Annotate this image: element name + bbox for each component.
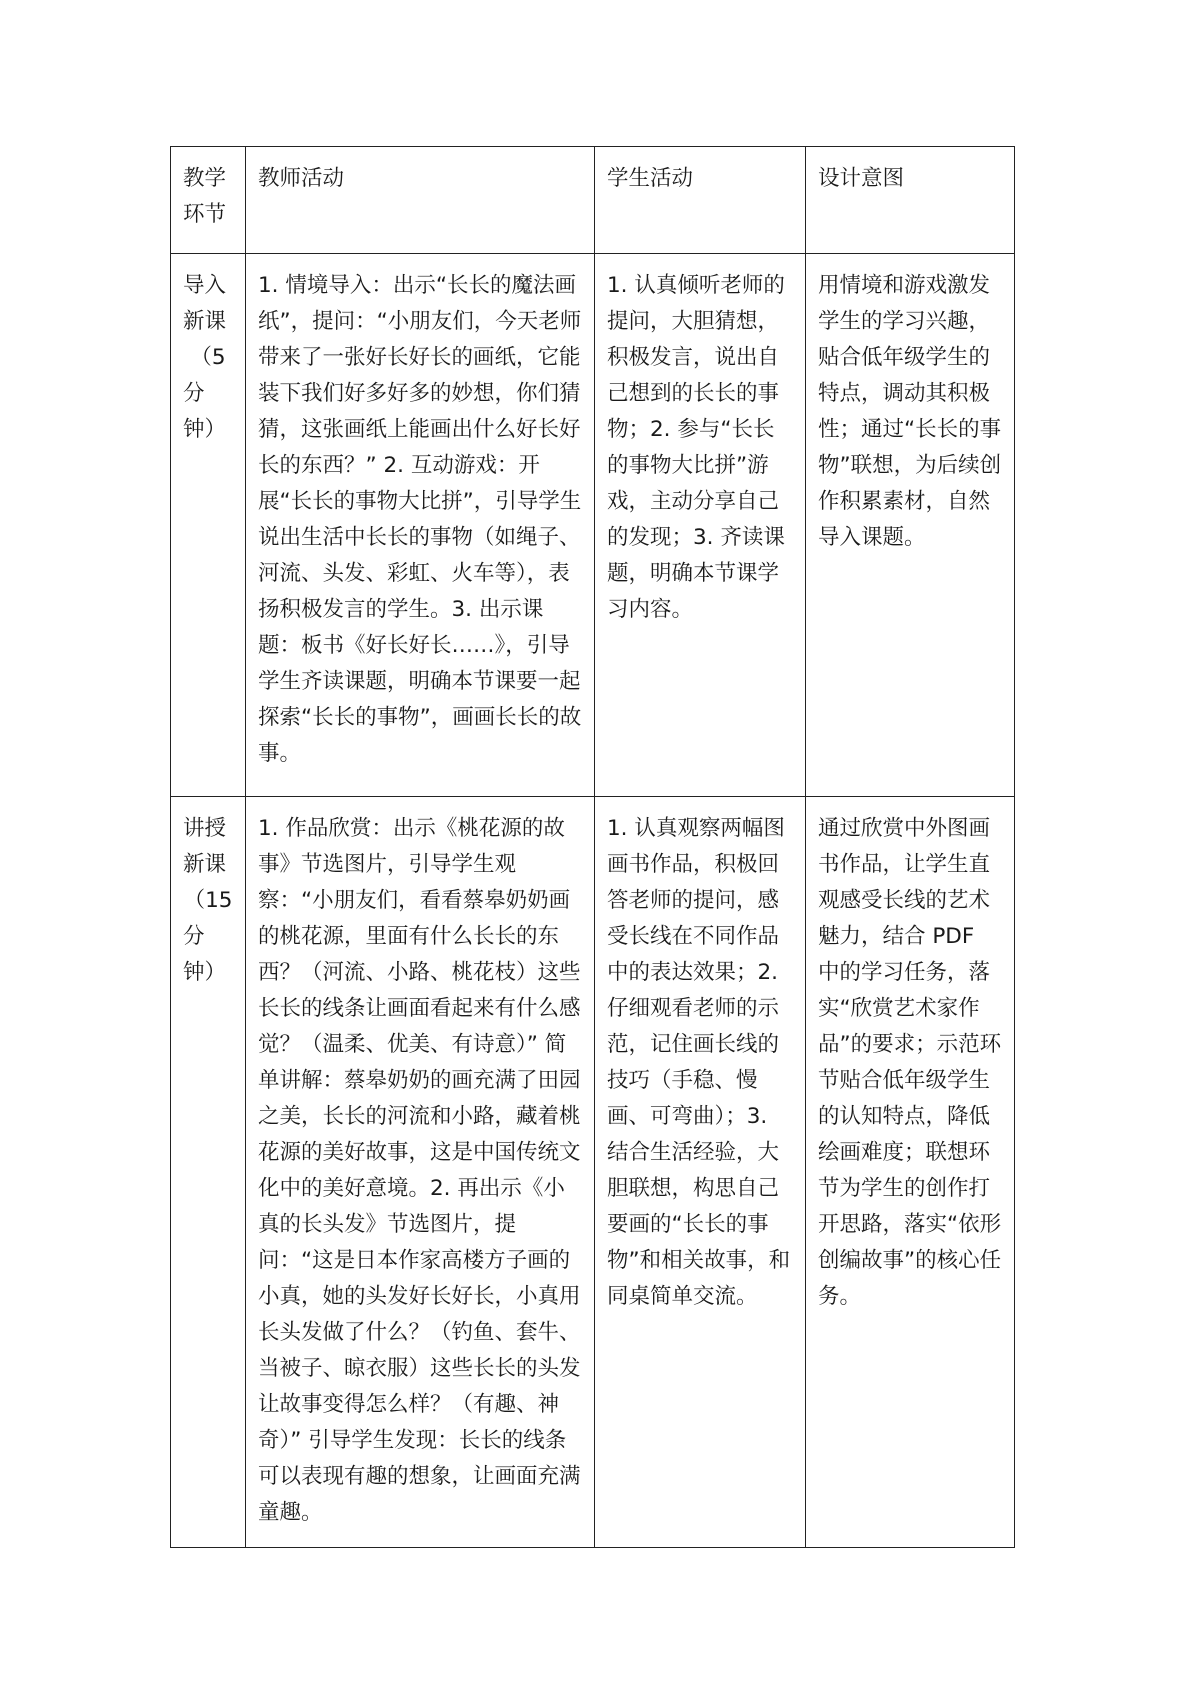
table-row xyxy=(171,254,1015,797)
stage-line: 分 xyxy=(183,381,205,406)
stage-line: 分 xyxy=(183,924,205,949)
header-stage-line: 环节 xyxy=(183,202,227,227)
teacher-activity-cell: 1. 作品欣赏：出示《桃花源的故事》节选图片，引导学生观察：“小朋友们，看看蔡皋奶奶画的桃花源，里面有什么长长的东西？（河流、小路、桃花枝）这些长长的线条让画面看起来有什么感觉？（温柔、优美、有诗意）” 简单讲解：蔡皋奶奶的画充满了田园之美，长长的河流和小路，藏着桃花源的美好故事，这是中国传统文化中的美好意境。2. 再出示《小真的长头发》节选图片，提问：“这是日本作家高楼方子画的小真，她的头发好长好长，小真用长头发做了什么？（钓鱼、套牛、当被子、晾衣服）这些长长的头发让故事变得怎么样？（有趣、神奇）” 引导学生发现：长长的线条可以表现有趣的想象，让画面充满童趣。 xyxy=(246,797,595,1548)
stage-line: 新课 xyxy=(183,309,227,334)
stage-line: （5 xyxy=(190,345,226,370)
student-activity-cell: 1. 认真倾听老师的提问，大胆猜想，积极发言，说出自己想到的长长的事物；2. 参与“长长的事物大比拼”游戏，主动分享自己的发现；3. 齐读课题，明确本节课学习内容。 xyxy=(595,254,806,797)
lesson-plan-table xyxy=(170,146,1015,1548)
table-header-row xyxy=(171,147,1015,254)
stage-line: 钟） xyxy=(183,417,227,442)
table-row xyxy=(171,797,1015,1548)
header-teacher-cell: 教师活动 xyxy=(246,147,595,254)
header-stage-line: 教学 xyxy=(183,166,227,191)
teacher-activity-cell: 1. 情境导入：出示“长长的魔法画纸”，提问：“小朋友们，今天老师带来了一张好长好长的画纸，它能装下我们好多好多的妙想，你们猜猜，这张画纸上能画出什么好长好长的东西？” 2. 互动游戏：开展“长长的事物大比拼”，引导学生说出生活中长长的事物（如绳子、河流、头发、彩虹、火车等），表扬积极发言的学生。3. 出示课题：板书《好长好长……》，引导学生齐读课题，明确本节课要一起探索“长长的事物”，画画长长的故事。 xyxy=(246,254,595,797)
design-intent-cell: 通过欣赏中外图画书作品，让学生直观感受长线的艺术魅力，结合 PDF 中的学习任务，落实“欣赏艺术家作品”的要求；示范环节贴合低年级学生的认知特点，降低绘画难度；联想环节为学生的创作打开思路，落实“依形创编故事”的核心任务。 xyxy=(806,797,1015,1548)
student-activity-cell: 1. 认真观察两幅图画书作品，积极回答老师的提问，感受长线在不同作品中的表达效果；2. 仔细观看老师的示范，记住画长线的技巧（手稳、慢画、可弯曲）；3. 结合生活经验，大胆联想，构思自己要画的“长长的事物”和相关故事，和同桌简单交流。 xyxy=(595,797,806,1548)
stage-line: 钟） xyxy=(183,960,227,985)
stage-cell xyxy=(171,254,246,797)
stage-line: 导入 xyxy=(183,273,227,298)
stage-line: （15 xyxy=(183,888,233,913)
header-stage-cell xyxy=(171,147,246,254)
stage-line: 新课 xyxy=(183,852,227,877)
design-intent-cell: 用情境和游戏激发学生的学习兴趣，贴合低年级学生的特点，调动其积极性；通过“长长的事物”联想，为后续创作积累素材，自然导入课题。 xyxy=(806,254,1015,797)
stage-cell xyxy=(171,797,246,1548)
stage-line: 讲授 xyxy=(183,816,227,841)
header-design-cell: 设计意图 xyxy=(806,147,1015,254)
header-student-cell: 学生活动 xyxy=(595,147,806,254)
